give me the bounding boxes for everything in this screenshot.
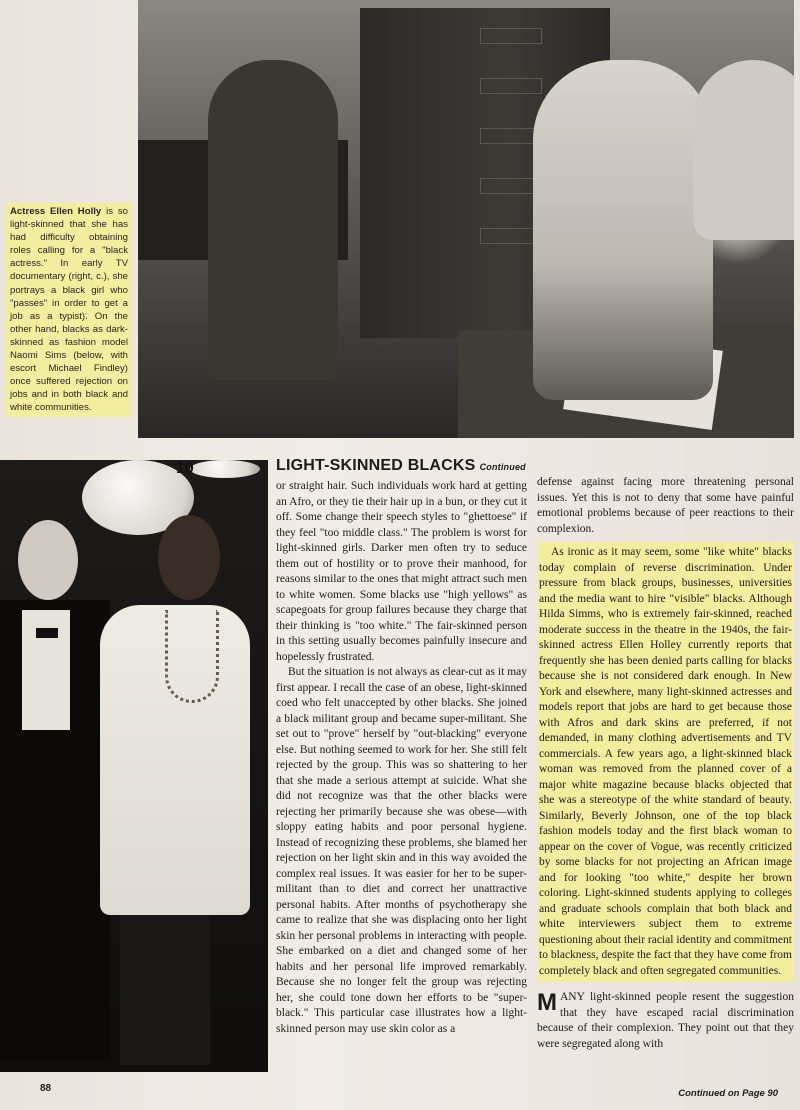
page-number: 88 <box>40 1083 52 1094</box>
office-typists-photo <box>138 0 794 438</box>
caption-lead: Actress Ellen Holly <box>10 206 102 217</box>
balloon <box>190 460 260 478</box>
article-column-2 <box>537 475 794 1052</box>
continued-on-link: Continued on Page 90 <box>678 1088 778 1099</box>
heading-title: LIGHT-SKINNED BLACKS <box>276 457 476 474</box>
highlighted-paragraph: As ironic as it may seem, some "like white" blacks today complain of reverse discrimination. Under pressure from black groups, businesses, universities and the media want to hire "visible" blacks. Although Hilda Simms, who is extremely fair-skinned, reached moderate success in the theatre in the 1940s, the fair-skinned actress Ellen Holley currently reports that frequently she has been denied parts calling for blacks because she is not considered dark enough. In New York and elsewhere, many light-skinned actresses and models report that jobs are hard to get because those with Afros and dark skins are preferred, if not demanded, in many clothing advertisements and TV commercials. A few years ago, a light-skinned black woman was removed from the planned cover of a major white magazine because blacks objected that she was a stereotype of the white standard of beauty. Similarly, Beverly Johnson, one of the top black fashion models today and the first black woman to appear on the cover of Vogue, was recently criticized by some blacks for not projecting an African image and for looking "too white," despite her brown coloring. Light-skinned students applying to colleges and graduate schools complain that both black and white interviewers subject them to extreme questioning about their racial identity and commitment to blackness, despite the fact that they have come from completely black and often segregated communities. <box>537 542 794 982</box>
paragraph: But the situation is not always as clear-cut as it may first appear. I recall the case of an obese, light-skinned coed who felt unaccepted by other blacks. She joined a black militant group and became super-militant. She set out to "prove" herself by "out-blacking" everyone else. But nothing seemed to work for her. She still felt rejected by the group. This was so shattering to her that she made a serious attempt at suicide. What she did not recognize was that the other blacks were rejecting her primarily because she was obese—with sloppy eating habits and poor personal hygiene. Instead of recognizing these problems, she blamed her rejection on her light skin and in this way avoided the complex real issues. It was easier for her to be super-militant than to diet and correct her unattractive personal habits. After months of psychotherapy she came to realize that she was displacing onto her light skin her personal problems in interacting with people. She embarked on a diet and changed some of her habits and her personal life improved remarkably. Because she no longer felt the group was rejecting her, she could tone down her efforts to be "super-black." This particular case illustrates how a light-skinned person may use skin color as a <box>276 666 527 1035</box>
heading-continued: Continued <box>479 462 526 472</box>
paragraph: defense against facing more threatening personal issues. Yet this is not to deny that some have painful emotional problems because of peer reactions to their complexion. <box>537 476 794 535</box>
photo-caption <box>6 203 132 417</box>
paragraph: or straight hair. Such individuals work hard at getting an Afro, or they tie their hair up in a bun, or they cut it off. Some change their speech styles to "ghettoese" if they feel "too middle class." The problem is worst for light-skinned girls. Darker men often try to seduce them out of hostility or to prove their manhood, for reasons similar to the ones that might attract such men to white women. Some blacks use "high yellows" as scapegoats for group failures because they charge that their thinking is "too white." The fair-skinned person in this setting usually becomes painfully insecure and hopelessly frustrated. <box>276 480 527 663</box>
actress-figure <box>533 60 713 400</box>
necklace <box>165 610 219 703</box>
drop-cap: M <box>537 989 557 1016</box>
coworker-figure <box>693 60 794 240</box>
naomi-sims-photo <box>0 460 268 1072</box>
bowtie <box>36 628 58 638</box>
balloon-number: 10 <box>176 460 194 477</box>
caption-text: is so light-skinned that she has had difficulty obtaining roles calling for a "black actress." In early TV documentary (right, c.), she portrays a black girl who "passes" in order to get a job as a typist). On the other hand, blacks as dark-skinned as fashion model Naomi Sims (below, with escort Michael Findley) once suffered rejection on jobs and in both black and white communities. <box>10 206 128 414</box>
typist-figure <box>208 60 338 380</box>
article-column-1 <box>276 479 527 1037</box>
paragraph <box>537 990 794 1052</box>
article-heading <box>276 457 526 475</box>
model-head <box>158 515 220 600</box>
escort-head <box>18 520 78 600</box>
paragraph-text: ANY light-skinned people resent the suggestion that they have escaped racial discrimination because of their complexion. They point out that they were segregated along with <box>537 991 794 1050</box>
